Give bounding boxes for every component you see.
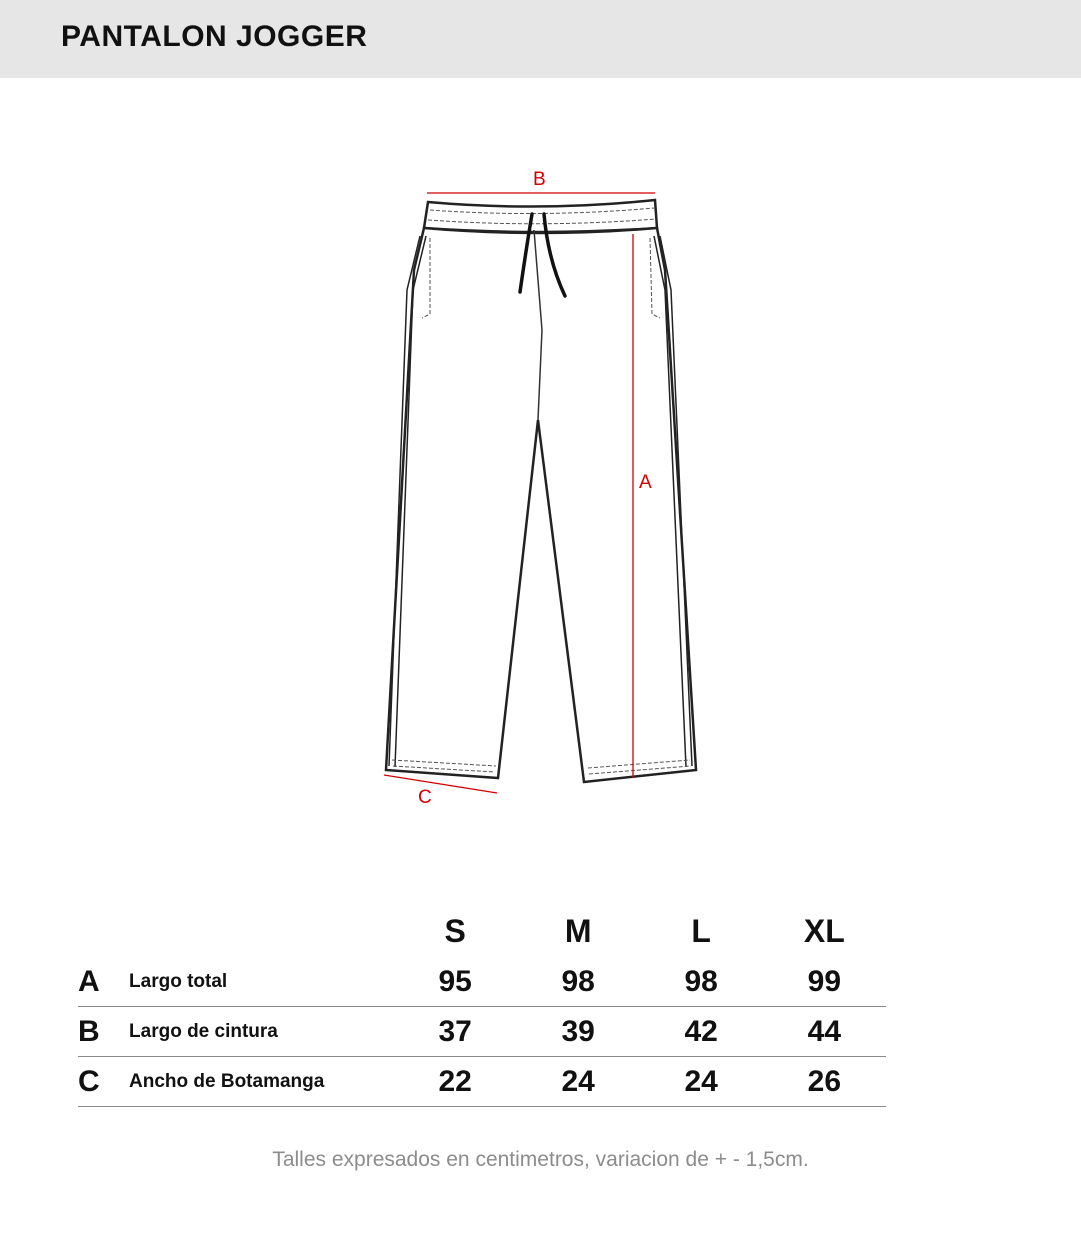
table-row [78, 1057, 886, 1107]
size-header-m: M [564, 912, 592, 949]
footnote: Talles expresados en centimetros, variacion de + - 1,5cm. [272, 1148, 809, 1171]
page-title: PANTALON JOGGER [61, 20, 368, 53]
size-table [78, 905, 886, 1107]
row-value: 95 [394, 957, 517, 1007]
size-header-s: S [444, 912, 466, 949]
row-label: Largo de cintura [129, 1007, 394, 1057]
row-value: 22 [394, 1057, 517, 1107]
row-label: Ancho de Botamanga [129, 1057, 394, 1107]
row-letter: A [78, 957, 129, 1007]
size-header-row [78, 905, 886, 957]
measure-label-b: B [533, 169, 546, 190]
row-value: 44 [763, 1007, 886, 1057]
row-letter: C [78, 1057, 129, 1107]
measure-label-c: C [418, 787, 432, 808]
row-value: 26 [763, 1057, 886, 1107]
waistband [424, 200, 657, 232]
row-value: 37 [394, 1007, 517, 1057]
row-value: 24 [517, 1057, 640, 1107]
measure-label-a: A [639, 472, 652, 493]
row-value: 98 [640, 957, 763, 1007]
row-letter: B [78, 1007, 129, 1057]
row-label: Largo total [129, 957, 394, 1007]
row-value: 98 [517, 957, 640, 1007]
row-value: 99 [763, 957, 886, 1007]
size-header-xl: XL [803, 912, 845, 949]
row-value: 24 [640, 1057, 763, 1107]
row-value: 42 [640, 1007, 763, 1057]
table-row [78, 1007, 886, 1057]
row-value: 39 [517, 1007, 640, 1057]
table-row [78, 957, 886, 1007]
size-header-l: L [691, 912, 711, 949]
